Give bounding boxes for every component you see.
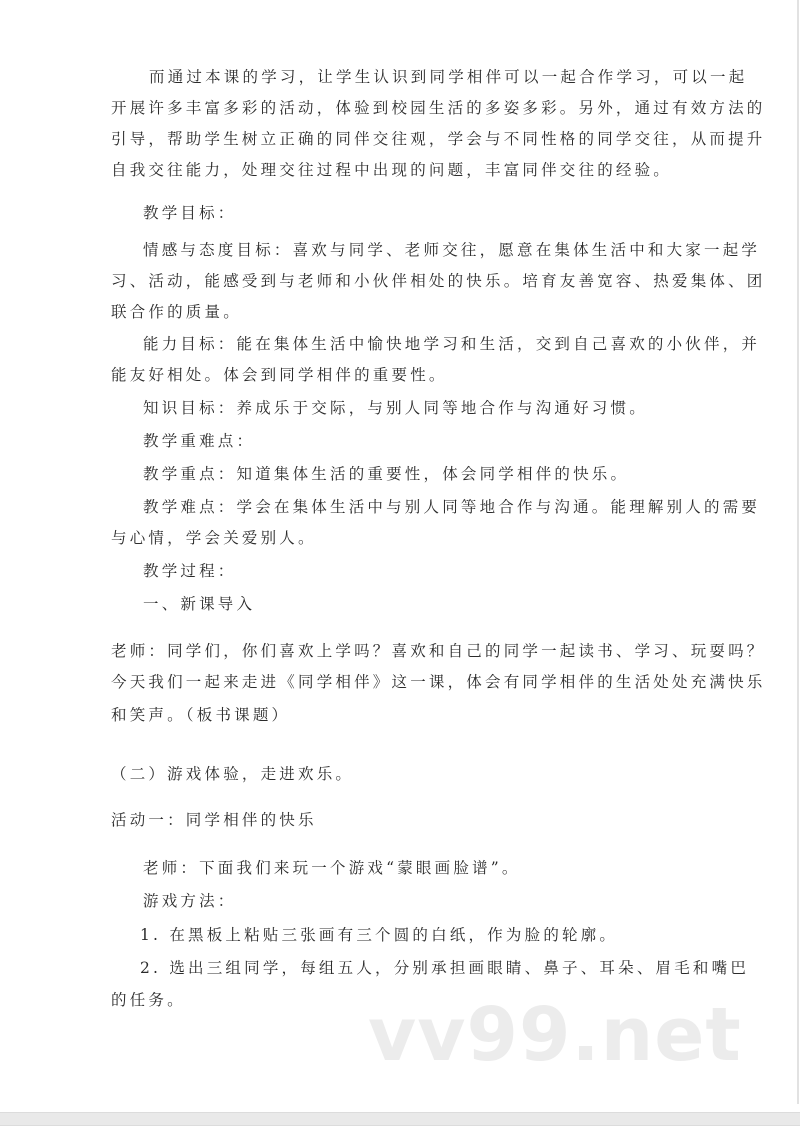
text-line: 与心情，学会关爱别人。: [111, 529, 317, 547]
text-line: 自我交往能力，处理交往过程中出现的问题，丰富同伴交往的经验。: [111, 161, 673, 179]
text-line: 习、活动，能感受到与老师和小伙伴相处的快乐。培育友善宽容、热爱集体、团: [111, 272, 766, 290]
text-line: 知识目标：养成乐于交际，与别人同等地合作与沟通好习惯。: [143, 399, 648, 417]
watermark: vv99.net: [368, 992, 742, 1078]
text-line: 2. 选出三组同学，每组五人，分别承担画眼睛、鼻子、耳朵、眉毛和嘴巴: [140, 959, 750, 977]
text-line: 开展许多丰富多彩的活动，体验到校园生活的多姿多彩。另外，通过有效方法的: [111, 99, 766, 117]
text-line: 联合作的质量。: [111, 303, 242, 321]
text-line: 教学目标：: [143, 204, 237, 222]
text-line: 能友好相处。体会到同学相伴的重要性。: [111, 366, 448, 384]
text-line: 教学过程：: [143, 562, 237, 580]
text-line: 老师：同学们，你们喜欢上学吗？喜欢和自己的同学一起读书、学习、玩耍吗？: [111, 642, 766, 660]
text-line: （二）游戏体验，走进欢乐。: [111, 765, 355, 783]
text-line: 1. 在黑板上粘贴三张画有三个圆的白纸，作为脸的轮廓。: [140, 926, 619, 944]
text-line: 而通过本课的学习，让学生认识到同学相伴可以一起合作学习，可以一起: [149, 68, 748, 86]
text-line: 引导，帮助学生树立正确的同伴交往观，学会与不同性格的同学交往，从而提升: [111, 130, 766, 148]
text-line: 情感与态度目标：喜欢与同学、老师交往，愿意在集体生活中和大家一起学: [143, 241, 761, 259]
text-line: 一、新课导入: [143, 595, 256, 613]
text-line: 和笑声。（板书课题）: [111, 706, 291, 724]
text-line: 教学难点：学会在集体生活中与别人同等地合作与沟通。能理解别人的需要: [143, 498, 761, 516]
text-line: 的任务。: [111, 991, 186, 1009]
text-line: 今天我们一起来走进《同学相伴》这一课，体会有同学相伴的生活处处充满快乐: [111, 673, 766, 691]
text-line: 教学重点：知道集体生活的重要性，体会同学相伴的快乐。: [143, 465, 630, 483]
text-line: 活动一：同学相伴的快乐: [111, 811, 317, 829]
text-line: 游戏方法：: [143, 892, 237, 910]
text-line: 能力目标：能在集体生活中愉快地学习和生活，交到自己喜欢的小伙伴，并: [143, 335, 761, 353]
page-separator-bar: [0, 1112, 800, 1126]
text-line: 老师：下面我们来玩一个游戏“蒙眼画脸谱”。: [143, 859, 521, 877]
text-line: 教学重难点：: [143, 432, 256, 450]
